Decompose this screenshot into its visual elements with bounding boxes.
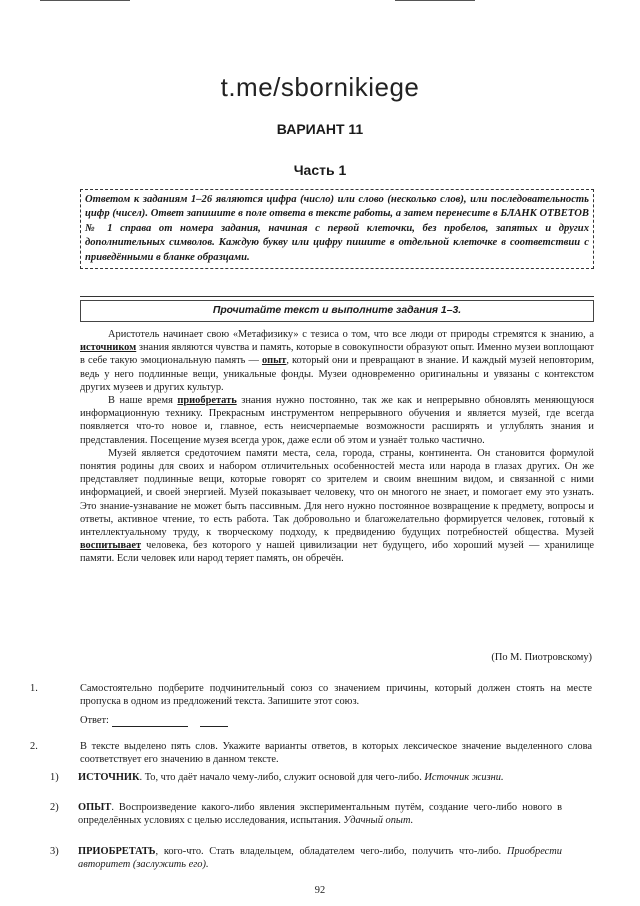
highlighted-word-2: опыт — [261, 355, 287, 367]
part-title: Часть 1 — [293, 162, 347, 178]
text-author: (По М. Пиотровскому) — [491, 652, 592, 663]
highlighted-word-3: приобретать — [177, 395, 237, 407]
text-paragraph-2: В наше время приобретать знания нужно постоянно, так же как и непрерывно обновлять меняющуюся информационную технику. Прекрасным инструментом непрерывного обучения и является музей, где всегда появляется что-то новое и, главное, есть неисчерпаемые возможности расширять и углублять знания и представления. Посещение музея всегда урок, даже если об этом и узнаёт только частично. — [80, 395, 594, 446]
text-paragraph-1: Аристотель начинает свою «Метафизику» с тезиса о том, что все люди от природы стремятся к знанию, а источником знания являются чувства и память, которые в совокупности образуют опыт. Именно музеи воплощают в себе такую эмоциональную память — опыт, который они и превращают в знание. И каждый музей неповторим, ведь у него подлинные вещи, уникальные фонды. Музеи одновременно оригинальны и увязаны с контекстом других музеев и других культур. — [80, 329, 595, 393]
option-number: 2) — [50, 802, 59, 813]
option-text: ОПЫТ. Воспроизведение какого-либо явления экспериментальным путём, создание чего-либо нового в определённых условиях с целью исследования, испытания. Удачный опыт. — [78, 802, 562, 827]
option-text: ИСТОЧНИК. То, что даёт начало чему-либо, служит основой для чего-либо. Источник жизни. — [78, 772, 504, 783]
answer-label: Ответ: — [80, 715, 109, 726]
answer-input[interactable] — [112, 715, 188, 727]
highlighted-word-1: источником — [80, 342, 137, 354]
top-rule-right — [395, 0, 475, 1]
task-number: 1. — [30, 683, 38, 694]
task-text: Самостоятельно подберите подчинительный союз со значением причины, который должен стоять на месте пропуска в одном из предложений текста. Запишите этот союз. — [80, 683, 592, 708]
text-paragraph-3: Музей является средоточием памяти места, села, города, страны, континента. Он становится формулой понятия родины для своих и набором отличительных особенностей места или народа в глазах других. Он же представляет подлинные вещи, которые говорят со зрителем и своим внешним видом, и связанной с ними информацией, и своей энергией. Музей показывает человеку, что он многого не знает, и помогает ему это узнать. Это знание-узнавание не может быть пассивным. Для него нужно постоянное возвращение к предмету, вопросы и ответы, активное чтение, то есть работа. Так добровольно и благожелательно формируется человек, готовый к интеллектуальному труду, к творческому подходу, к предвидению будущих потребностей общества. Музей воспитывает человека, без которого у нашей цивилизации нет будущего, ибо хороший музей — хранилище памяти. Если человек или народ теряет память, он обречён. — [80, 447, 594, 565]
highlighted-word-4: воспитывает — [80, 540, 142, 552]
option-number: 1) — [50, 772, 59, 783]
answer-row — [80, 714, 592, 727]
reading-text — [80, 328, 594, 566]
task-text: В тексте выделено пять слов. Укажите варианты ответов, в которых лексическое значение выделенного слова соответствует его значению в данном тексте. — [80, 741, 592, 766]
read-prompt: Прочитайте текст и выполните задания 1–3. — [80, 300, 594, 322]
answer-input-extra[interactable] — [200, 715, 228, 727]
option-text: ПРИОБРЕТАТЬ, кого-что. Стать владельцем, обладателем чего-либо, получить что-либо. Приобрести авторитет (заслужить его). — [78, 846, 562, 871]
page-number: 92 — [314, 885, 326, 896]
option-number: 3) — [50, 846, 59, 857]
task-number: 2. — [30, 741, 38, 752]
top-rule-left — [40, 0, 130, 1]
variant-title: ВАРИАНТ 11 — [276, 121, 364, 137]
watermark: t.me/sbornikiege — [220, 72, 420, 102]
instructions-box: Ответом к заданиям 1–26 являются цифра (число) или слово (несколько слов), или последовательность цифр (чисел). Ответ запишите в поле ответа в тексте работы, а затем перенесите в БЛАНК ОТВЕТОВ № 1 справа от номера задания, начиная с первой клеточки, без пробелов, запятых и других дополнительных символов. Каждую букву или цифру пишите в отдельной клеточке в соответствии с приведёнными в бланке образцами. — [80, 189, 594, 269]
instructions-divider — [80, 296, 594, 297]
